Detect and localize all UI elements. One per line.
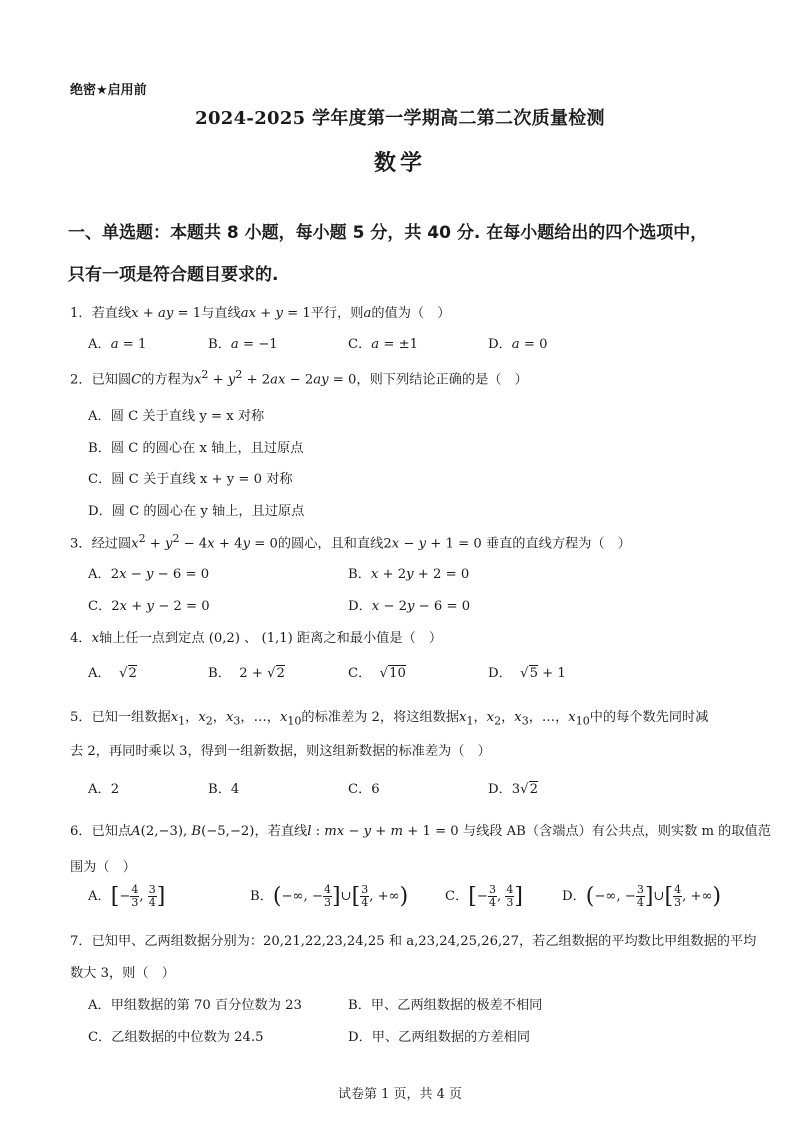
question-5-stem-line2: 去 2，再同时乘以 3，得到一组新数据，则这组新数据的标准差为（ ）	[70, 744, 491, 759]
q4-option-c: C． √10	[348, 666, 406, 681]
q6-option-a: A．[− $\frac{4}{3}$ , $\frac{3}{4}$ ]	[88, 883, 166, 909]
subject-title: 数学	[373, 150, 426, 176]
q2-option-b: B．圆 C 的圆心在 x 轴上，且过原点	[88, 441, 304, 456]
q2-option-a: A．圆 C 关于直线 y = x 对称	[88, 409, 265, 424]
q6-option-d: D．(−∞, − $\frac{3}{4}$ ]∪[ $\frac{4}{3}$ , +∞)	[562, 883, 722, 909]
question-3-stem: 3．经过圆$x^2 + y^2 - 4x + 4y = 0$的圆心，且和直线2x − y + 1 = 0 垂直的直线方程为（ ）	[70, 532, 631, 552]
q2-option-c: C．圆 C 关于直线 x + y = 0 对称	[88, 472, 293, 487]
q4-option-d: D． √5 + 1	[488, 666, 566, 681]
q5-option-d: D．3√2	[488, 782, 538, 797]
q7-option-c: C．乙组数据的中位数为 24.5	[88, 1030, 264, 1045]
q7-option-a: A．甲组数据的第 70 百分位数为 23	[88, 998, 302, 1013]
q7-option-b: B．甲、乙两组数据的极差不相同	[348, 998, 543, 1013]
q3-option-c: C．2x + y − 2 = 0	[88, 599, 210, 614]
q7-option-d: D．甲、乙两组数据的方差相同	[348, 1030, 531, 1045]
q2-option-d: D．圆 C 的圆心在 y 轴上，且过原点	[88, 504, 305, 519]
q6-option-c: C．[− $\frac{3}{4}$ , $\frac{4}{3}$ ]	[445, 883, 523, 909]
exam-title: 2024-2025 学年度第一学期高二第二次质量检测	[195, 108, 605, 129]
q4-option-b: B． 2 + √2	[208, 666, 285, 681]
question-6-stem-line1: 6．已知点A(2,−3), B(−5,−2)，若直线l : mx − y + m + 1 = 0 与线段 AB（含端点）有公共点，则实数 m 的取值范	[70, 824, 771, 839]
q5-option-c: C．6	[348, 782, 380, 797]
q3-option-a: A．2x − y − 6 = 0	[88, 567, 210, 582]
confidential-label: 绝密★启用前	[70, 83, 147, 98]
q1-option-c: C．a = ±1	[348, 337, 419, 352]
q6-option-b: B．(−∞, − $\frac{4}{3}$ ]∪[ $\frac{3}{4}$ , +∞)	[250, 883, 409, 909]
q1-option-a: A．a = 1	[88, 337, 147, 352]
q1-option-b: B．a = −1	[208, 337, 278, 352]
question-7-stem-line1: 7．已知甲、乙两组数据分别为：20,21,22,23,24,25 和 a,23,24,25,26,27，若乙组数据的平均数比甲组数据的平均	[70, 934, 757, 949]
question-2-stem: 2．已知圆C的方程为$x^2 + y^2 + 2ax - 2ay = 0$，则下列结论正确的是（ ）	[70, 368, 528, 388]
question-4-stem: 4．x轴上任一点到定点 (0,2) 、 (1,1) 距离之和最小值是（ ）	[70, 631, 443, 646]
page-footer: 试卷第 1 页，共 4 页	[337, 1087, 463, 1102]
section-heading-line2: 只有一项是符合题目要求的.	[68, 265, 279, 285]
q5-option-a: A．2	[88, 782, 120, 797]
q3-option-b: B．x + 2y + 2 = 0	[348, 567, 470, 582]
q4-option-a: A． √2	[88, 666, 137, 681]
q3-option-d: D．x − 2y − 6 = 0	[348, 599, 471, 614]
section-heading-line1: 一、单选题：本题共 8 小题，每小题 5 分，共 40 分. 在每小题给出的四个选项中，	[68, 223, 708, 243]
q1-option-d: D．a = 0	[488, 337, 548, 352]
question-6-stem-line2: 围为（ ）	[70, 860, 136, 875]
question-5-stem-line1: 5．已知一组数据$x_1$，$x_2$，$x_3$，…，$x_{10}$的标准差为 2，将这组数据$x_1$，$x_2$，$x_3$，…，$x_{10}$中的每个数先同时减	[70, 710, 709, 728]
q5-option-b: B．4	[208, 782, 240, 797]
question-1-stem: 1．若直线x + ay = 1与直线ax + y = 1平行，则a的值为（ ）	[70, 306, 451, 321]
question-7-stem-line2: 数大 3，则（ ）	[70, 966, 175, 981]
